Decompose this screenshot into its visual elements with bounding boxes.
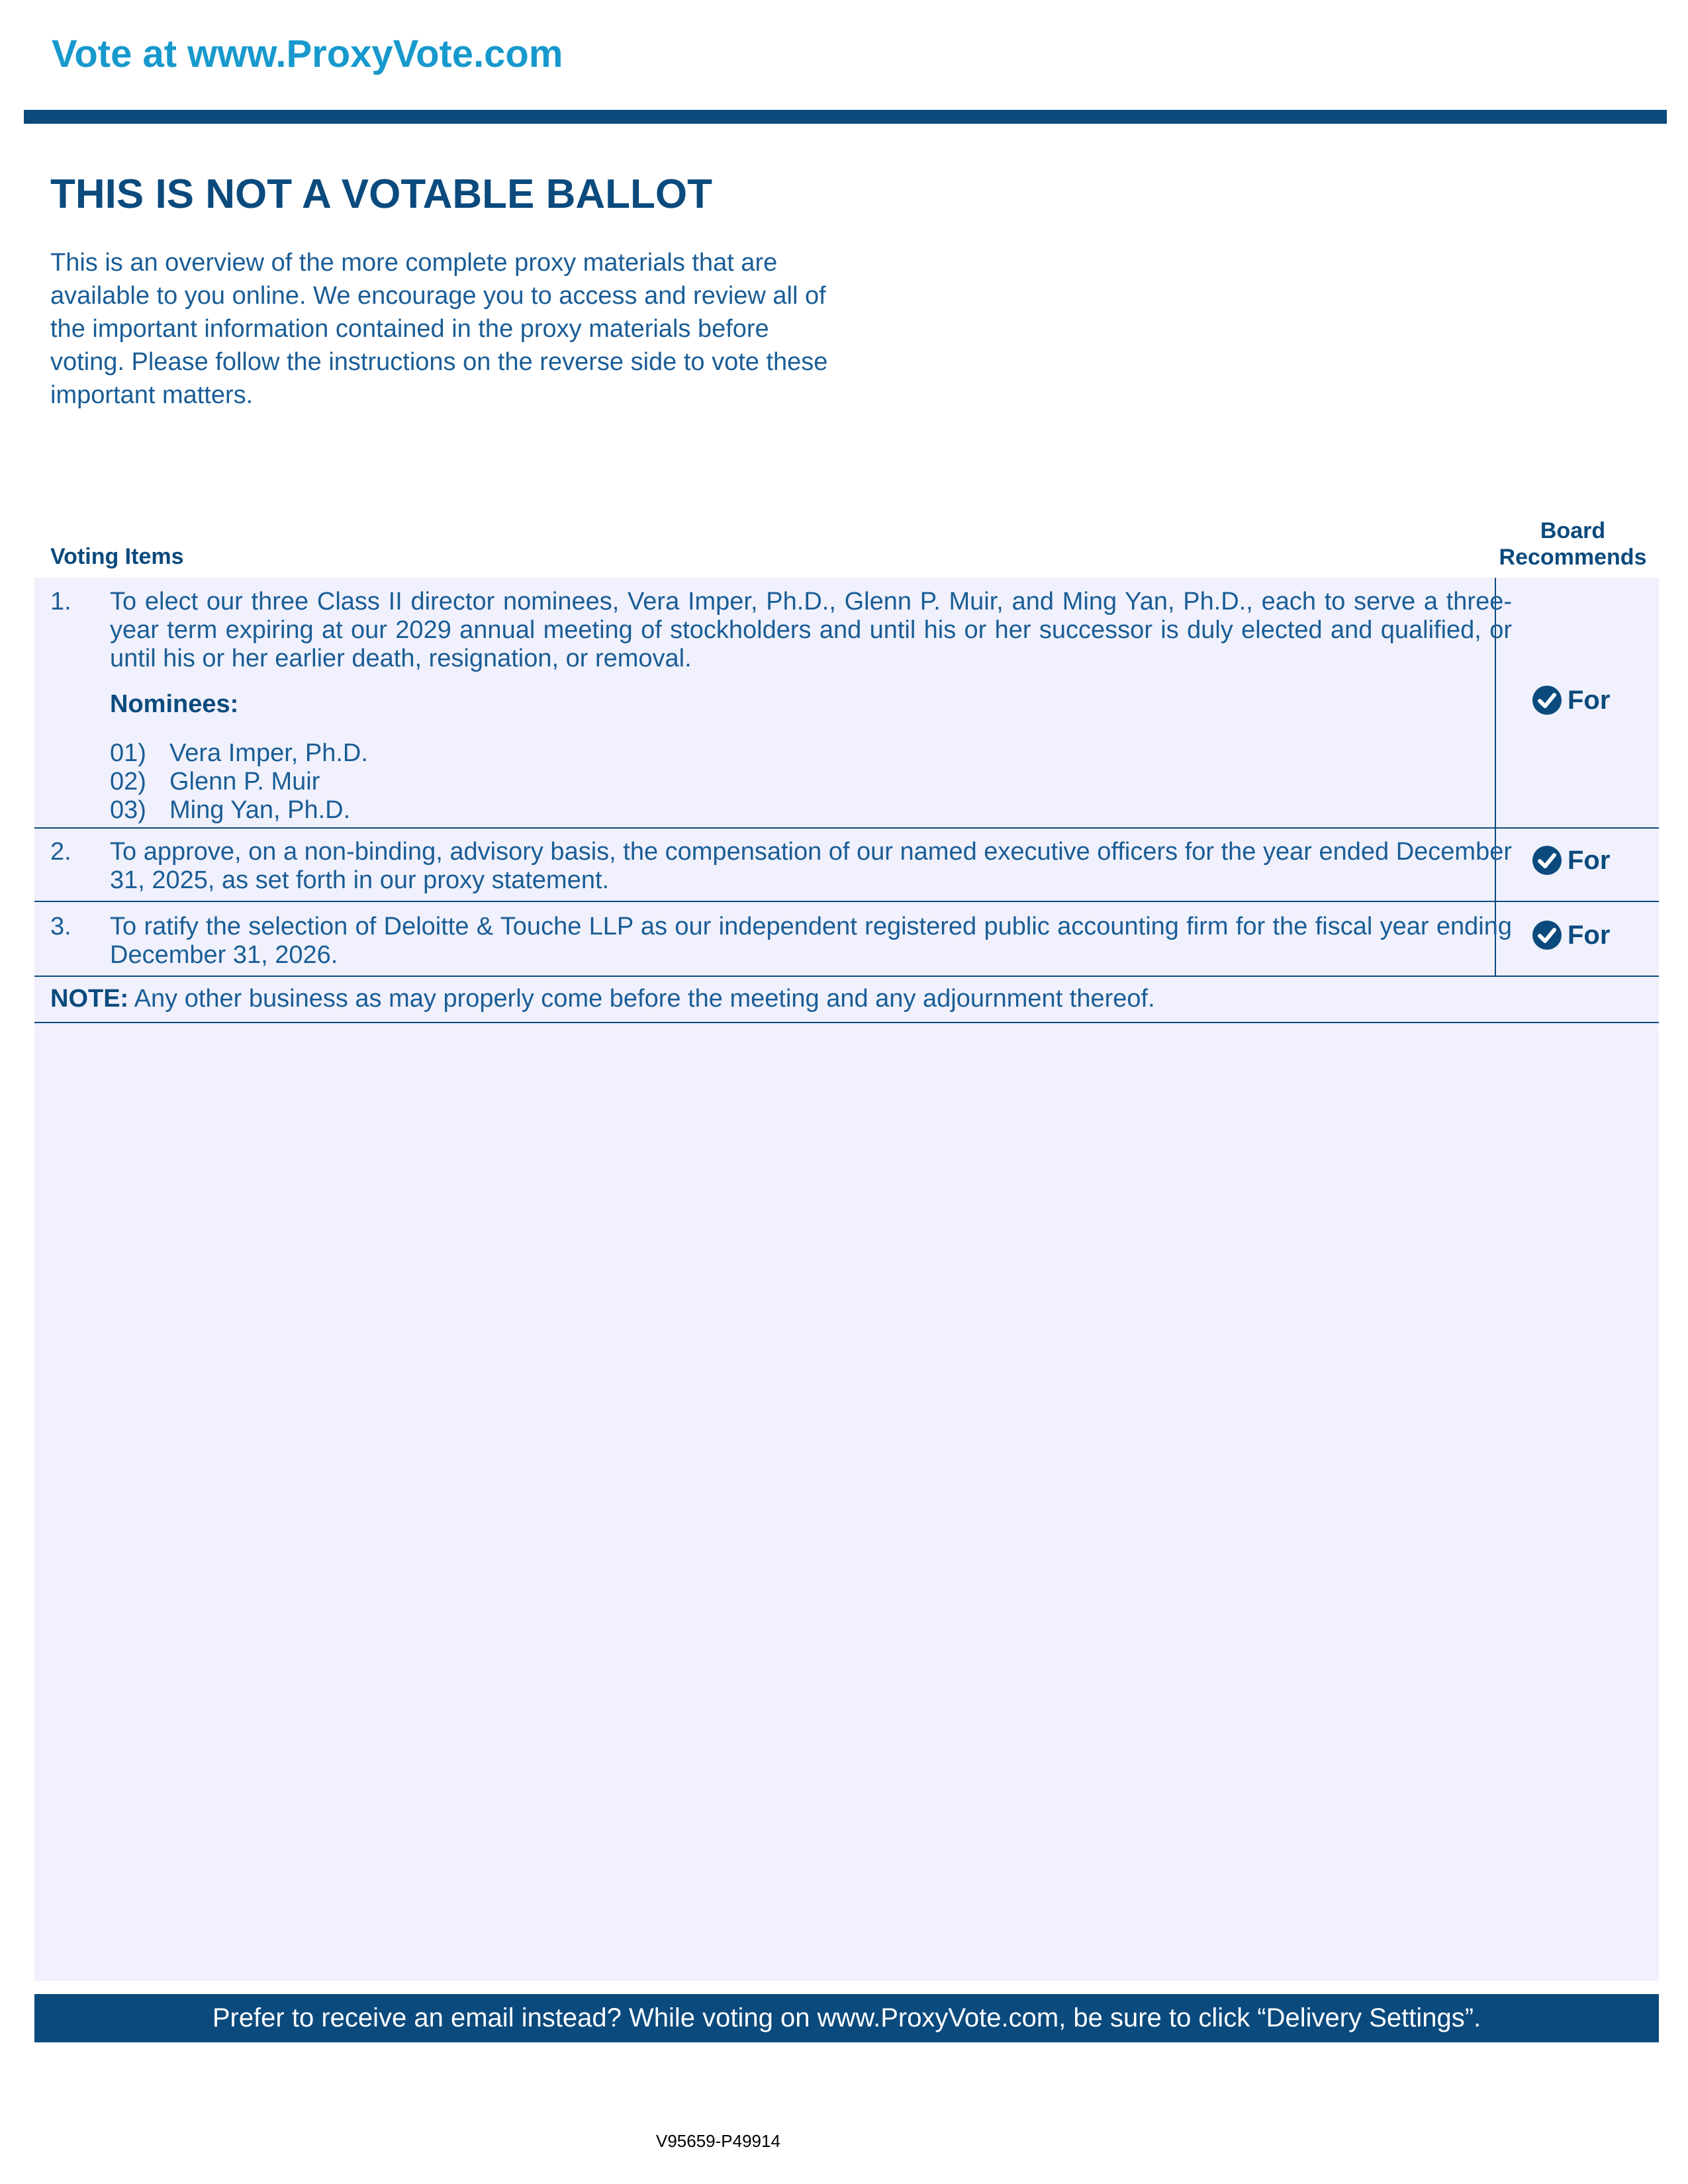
board-recommendation — [1532, 920, 1610, 950]
item-number: 1. — [50, 588, 71, 615]
recommendation-label: For — [1568, 920, 1611, 950]
recommendation-label: For — [1568, 685, 1611, 715]
nominee-name: Vera Imper, Ph.D. — [169, 739, 368, 767]
item-number: 2. — [50, 838, 71, 866]
item-text: To ratify the selection of Deloitte & Touche LLP as our independent registered public accounting firm for the fiscal year ending December 31, 2026. — [110, 913, 1512, 969]
recommendation-label: For — [1568, 845, 1611, 875]
board-recommendation — [1532, 845, 1610, 876]
nominee-number: 03) — [110, 796, 146, 824]
intro-paragraph: This is an overview of the more complete proxy materials that are available to you online. We encourage you to access and review all of the important information contained in the proxy materials before voting. Please follow the instructions on the reverse side to vote these important matters. — [50, 249, 828, 409]
check-circle-icon — [1532, 685, 1562, 715]
page-title: THIS IS NOT A VOTABLE BALLOT — [50, 171, 712, 217]
note-line — [50, 985, 1155, 1013]
note-text: Any other business as may properly come before the meeting and any adjournment thereof. — [128, 985, 1155, 1013]
nominee-item — [110, 739, 368, 768]
item-text: To elect our three Class II director nominees, Vera Imper, Ph.D., Glenn P. Muir, and Ming Yan, Ph.D., each to serve a three-year term expiring at our 2029 annual meeting of stockholders and until his or her successor is duly elected and qualified, or until his or her earlier death, resignation, or removal. — [110, 588, 1512, 672]
board-recommendation — [1532, 685, 1610, 715]
column-header-board-recommends — [1480, 518, 1665, 570]
board-label: Board — [1540, 518, 1606, 543]
nominee-item — [110, 768, 368, 796]
delivery-settings-banner — [34, 1994, 1659, 2042]
document-code: V95659-P49914 — [656, 2131, 780, 2151]
banner-text: Prefer to receive an email instead? While voting on www.ProxyVote.com, be sure to click “Delivery Settings”. — [212, 2003, 1481, 2032]
voting-item-1 — [34, 578, 1659, 829]
nominee-item — [110, 796, 368, 825]
nominee-number: 01) — [110, 739, 146, 767]
voting-item-2 — [34, 827, 1659, 902]
check-circle-icon — [1532, 845, 1562, 876]
nominee-name: Ming Yan, Ph.D. — [169, 796, 351, 824]
recommends-label: Recommends — [1499, 545, 1647, 570]
header-rule — [24, 110, 1667, 124]
nominees-heading: Nominees: — [110, 690, 239, 718]
column-header-voting-items: Voting Items — [50, 544, 184, 569]
check-circle-icon — [1532, 920, 1562, 950]
note-rule — [34, 1022, 1659, 1023]
item-number: 3. — [50, 913, 71, 940]
vote-url-header: Vote at www.ProxyVote.com — [52, 32, 563, 75]
nominee-number: 02) — [110, 768, 146, 796]
nominee-name: Glenn P. Muir — [169, 768, 320, 796]
voting-item-3 — [34, 902, 1659, 977]
nominee-list — [110, 739, 368, 825]
note-label: NOTE: — [50, 985, 129, 1013]
item-text: To approve, on a non-binding, advisory basis, the compensation of our named executive officers for the year ended December 31, 2025, as set forth in our proxy statement. — [110, 838, 1512, 894]
